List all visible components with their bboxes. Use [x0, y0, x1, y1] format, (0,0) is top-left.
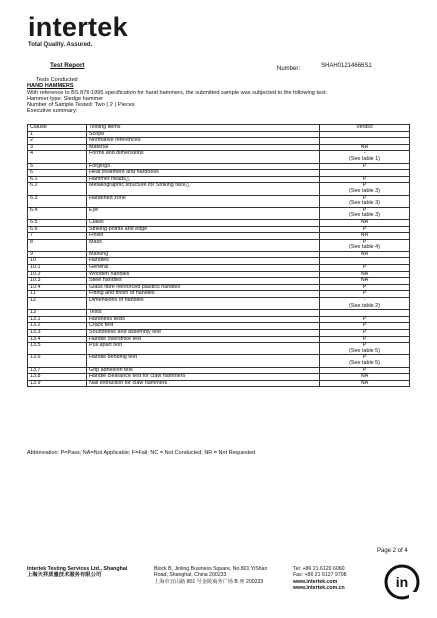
table-row	[28, 343, 410, 355]
testing-item: Normative references	[87, 138, 320, 145]
report-number-label: Number：	[277, 66, 305, 72]
verdict-note: (See table 5)	[349, 359, 380, 366]
reference-text: With reference to BS 876:1995 specification for hand hammers, the submitted sample was subjected to the following test:	[27, 89, 328, 96]
verdict-value: P	[362, 162, 367, 169]
page-number: Page 2 of 4	[377, 548, 408, 554]
clause-number: 13.9	[28, 380, 87, 387]
table-row	[28, 239, 410, 251]
verdict-cell	[320, 355, 410, 367]
footer-company	[27, 566, 127, 579]
testing-item: Nail extraction for claw hammers	[87, 380, 320, 387]
clause-table	[27, 124, 410, 387]
testing-item: Handle bending test	[87, 355, 320, 367]
address-line-2: Road, Shanghai, China 200233	[154, 572, 227, 579]
samples-text: Number of Sample Tested: Two ( 2 ) Pieces	[27, 102, 135, 109]
clause-number: 11	[28, 291, 87, 298]
table-header-row	[28, 125, 410, 132]
verdict-value: P	[362, 194, 367, 201]
clause-number: 1	[28, 131, 87, 138]
verdict-cell	[320, 183, 410, 195]
table-row	[28, 144, 410, 151]
table-row	[28, 374, 410, 381]
report-number: SHAH01214666S1	[321, 63, 372, 69]
table-row	[28, 183, 410, 195]
intertek-badge-icon	[382, 562, 422, 602]
verdict-note: (See table 4)	[349, 244, 380, 251]
verdict-cell	[320, 298, 410, 310]
testing-item: Forgings	[87, 163, 320, 170]
clause-number: 13.8	[28, 374, 87, 381]
clause-number: 10	[28, 258, 87, 265]
testing-item: Pull apart test	[87, 343, 320, 355]
verdict-value: P	[362, 225, 367, 232]
verdict-cell	[320, 219, 410, 226]
clause-number: 13	[28, 310, 87, 317]
clause-number: 5	[28, 163, 87, 170]
product-heading: HAND HAMMERS	[27, 83, 74, 90]
verdict-value: NA	[360, 270, 369, 277]
clause-number: 13.6	[28, 355, 87, 367]
testing-item: Metallographic structure for Striking face△	[87, 183, 320, 195]
testing-item: Scope	[87, 131, 320, 138]
table-row	[28, 226, 410, 233]
table-row	[28, 310, 410, 317]
table-row	[28, 367, 410, 374]
testing-item: Mass	[87, 239, 320, 251]
abbreviation-label: Abbreviation:	[27, 450, 61, 456]
clause-number: 7	[28, 233, 87, 240]
verdict-value: P	[362, 354, 367, 361]
verdict-note: (See table 3)	[349, 212, 380, 219]
table-row	[28, 151, 410, 163]
clause-number: 10.4	[28, 284, 87, 291]
verdict-value: P	[362, 264, 367, 271]
tel-text: Tel: +86 21 6120 6060	[293, 566, 345, 572]
verdict-value: -	[363, 150, 366, 157]
table-row	[28, 251, 410, 258]
verdict-cell	[320, 251, 410, 258]
testing-item: General	[87, 265, 320, 272]
table-row	[28, 207, 410, 219]
clause-number: 3	[28, 144, 87, 151]
clause-number: 9	[28, 251, 87, 258]
logo-tagline: Total Quality. Assured.	[28, 42, 93, 48]
testing-item: Marking	[87, 251, 320, 258]
hammer-type-text: Hammer type: Sledge hammer	[27, 95, 104, 102]
clause-number: 10.3	[28, 278, 87, 285]
verdict-value: NR	[360, 143, 369, 150]
badge-letters: in	[395, 574, 409, 590]
table-row	[28, 316, 410, 323]
table-row	[28, 278, 410, 285]
fax-text: Fax: +86 21 6127 9708	[293, 572, 347, 579]
verdict-cell	[320, 207, 410, 219]
verdict-cell	[320, 151, 410, 163]
summary-label: Executive summary:	[27, 108, 78, 115]
clause-number: 13.5	[28, 343, 87, 355]
testing-item: Finish	[87, 233, 320, 240]
table-row	[28, 355, 410, 367]
clause-number: 6.1	[28, 176, 87, 183]
verdict-cell	[320, 163, 410, 170]
table-row	[28, 291, 410, 298]
tests-conducted-label: Tests Conducted	[36, 77, 78, 83]
abbreviation-text: P=Pass; NA=Not Applicable; F=Fail; NC = Not Conducted; NR = Not Requested	[60, 450, 256, 456]
testing-item: Tests	[87, 310, 320, 317]
testing-item: Handles	[87, 258, 320, 265]
verdict-value: NA	[360, 218, 369, 225]
table-row	[28, 258, 410, 265]
clause-number: 10.2	[28, 271, 87, 278]
testing-item: Hardness tests	[87, 316, 320, 323]
table-row	[28, 298, 410, 310]
testing-item: Hardened zone	[87, 195, 320, 207]
header-verdict: Verdict	[320, 125, 410, 132]
testing-item: Heat treatment and hardness	[87, 170, 320, 177]
table-row	[28, 233, 410, 240]
verdict-cell	[320, 380, 410, 387]
testing-item: Claws	[87, 219, 320, 226]
table-row	[28, 176, 410, 183]
verdict-value: P	[362, 366, 367, 373]
verdict-value: P	[362, 206, 367, 213]
clause-number: 13.7	[28, 367, 87, 374]
header-testing-items: Testing items	[87, 125, 320, 132]
address-line-cn: 上海市宜山路 801 号金陵商务广场 B 座 200233	[154, 578, 264, 585]
clause-number: 13.4	[28, 336, 87, 343]
verdict-value: NA	[360, 379, 369, 386]
website-link-cn[interactable]: www.intertek.com.cn	[293, 585, 345, 592]
table-row	[28, 380, 410, 387]
testing-item: Material	[87, 144, 320, 151]
verdict-cell	[320, 343, 410, 355]
table-row	[28, 219, 410, 226]
clause-number: 2	[28, 138, 87, 145]
verdict-value: -	[363, 297, 366, 304]
footer-address	[154, 566, 267, 585]
testing-item: Handle overstrike test	[87, 336, 320, 343]
verdict-value: P	[362, 335, 367, 342]
table-row	[28, 265, 410, 272]
verdict-note: (See table 2)	[349, 302, 380, 309]
clause-number: 6.2	[28, 183, 87, 195]
verdict-cell	[320, 131, 410, 138]
table-row	[28, 138, 410, 145]
table-row	[28, 163, 410, 170]
testing-item: Hammer heads△	[87, 176, 320, 183]
testing-item: Glass fibre reinforced plastics handles	[87, 284, 320, 291]
verdict-value: NA	[360, 277, 369, 284]
abbreviation-line	[27, 450, 255, 456]
table-row	[28, 330, 410, 337]
clause-number: 8	[28, 239, 87, 251]
verdict-value: P	[362, 342, 367, 349]
table-row	[28, 323, 410, 330]
testing-item: Grip adhesion test	[87, 367, 320, 374]
verdict-value: NR	[360, 232, 369, 239]
clause-number: 10.1	[28, 265, 87, 272]
company-name-en: Intertek Testing Services Ltd., Shanghai	[27, 566, 128, 572]
table-row	[28, 284, 410, 291]
testing-item: Striking-points and edge	[87, 226, 320, 233]
verdict-note: (See table 3)	[349, 187, 380, 194]
report-title: Test Report	[50, 62, 85, 69]
company-name-cn: 上海天祥质量技术服务有限公司	[27, 572, 102, 579]
testing-item: Forms and dimensions	[87, 151, 320, 163]
verdict-note: (See table 5)	[349, 347, 380, 354]
table-row	[28, 336, 410, 343]
clause-number: 6	[28, 170, 87, 177]
footer-contact	[293, 566, 347, 592]
testing-item: Steel handles	[87, 278, 320, 285]
verdict-value: P	[362, 283, 367, 290]
testing-item: Soundness and assembly test	[87, 330, 320, 337]
clause-number: 6.5	[28, 219, 87, 226]
intro-block	[27, 77, 415, 115]
table-row	[28, 195, 410, 207]
testing-item: Wooden handles	[87, 271, 320, 278]
clause-number: 6.6	[28, 226, 87, 233]
verdict-value: NR	[360, 250, 369, 257]
verdict-value: NA	[360, 373, 369, 380]
table-row	[28, 170, 410, 177]
testing-item: Fitting and finish of handles	[87, 291, 320, 298]
testing-item: Eye	[87, 207, 320, 219]
table-row	[28, 131, 410, 138]
testing-item: Handle clearance test for claw hammers	[87, 374, 320, 381]
verdict-cell	[320, 239, 410, 251]
clause-number: 13.1	[28, 316, 87, 323]
clause-number: 6.4	[28, 207, 87, 219]
clause-number: 13.3	[28, 330, 87, 337]
verdict-value: P	[362, 182, 367, 189]
logo-wordmark: intertek	[28, 12, 128, 42]
header-clause: Clause	[28, 125, 87, 132]
verdict-note: (See table 1)	[349, 155, 380, 162]
clause-number: 12	[28, 298, 87, 310]
clause-number: 13.2	[28, 323, 87, 330]
clause-number: 4	[28, 151, 87, 163]
verdict-value: P	[362, 238, 367, 245]
intertek-logo	[28, 14, 128, 48]
verdict-cell	[320, 195, 410, 207]
testing-item: Crack test	[87, 323, 320, 330]
verdict-value: P	[362, 329, 367, 335]
address-line-1: Block B, Jinling Business Square, No.801 YiShan	[154, 566, 268, 572]
verdict-value: P	[362, 315, 367, 322]
testing-item: Dimensions of handles	[87, 298, 320, 310]
verdict-value: P	[362, 175, 367, 182]
verdict-note: (See table 3)	[349, 200, 380, 207]
clause-number: 6.3	[28, 195, 87, 207]
clause-table-body	[28, 131, 410, 387]
verdict-value: P	[362, 290, 367, 297]
website-link[interactable]: www.intertek.com	[293, 578, 338, 585]
verdict-value: P	[362, 322, 367, 329]
table-row	[28, 271, 410, 278]
